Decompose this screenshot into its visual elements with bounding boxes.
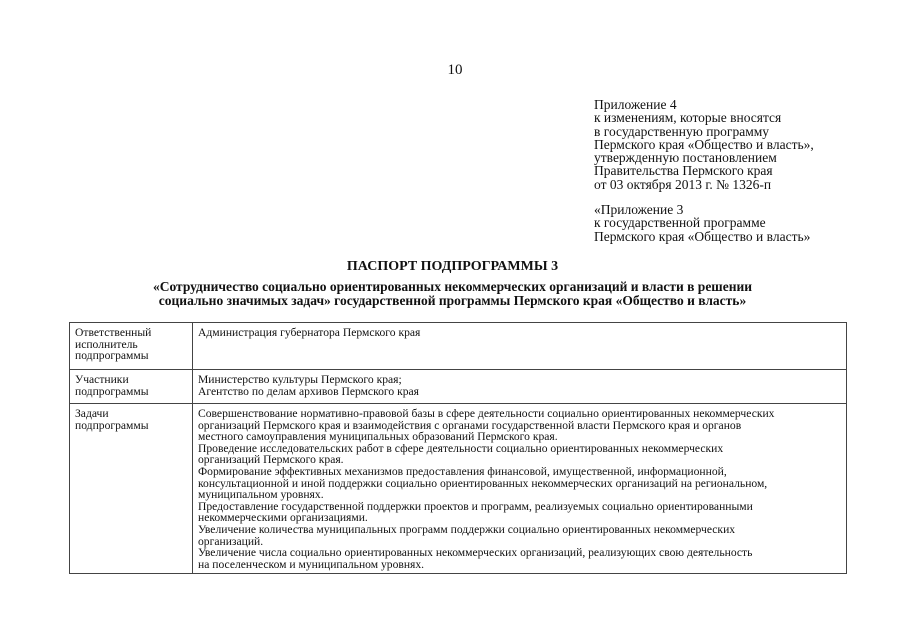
passport-title: ПАСПОРТ ПОДПРОГРАММЫ 3 — [346, 259, 559, 274]
appendix-line: в государственную программу — [594, 123, 770, 139]
row-label-cell — [70, 323, 193, 370]
row-content-line: Увеличение числа социально ориентированных некоммерческих организаций, реализующих свою деятельность — [198, 546, 753, 560]
row-content-line: организаций. — [198, 534, 264, 548]
appendix-3-header — [594, 203, 810, 243]
page-number: 10 — [447, 62, 463, 78]
appendix-line: Пермского края «Общество и власть», — [594, 136, 814, 152]
appendix-line: утвержденную постановлением — [594, 150, 777, 166]
row-label-line: подпрограммы — [75, 384, 149, 398]
row-content-line: консультационной и иной поддержки социально ориентированных некоммерческих организаций на региональном, — [198, 476, 768, 490]
row-label-line: исполнитель — [75, 337, 138, 351]
table-row-executor — [70, 323, 847, 370]
row-content-line: Агентство по делам архивов Пермского края — [198, 384, 419, 398]
row-label-line: Ответственный — [75, 326, 152, 339]
appendix-line: Приложение 4 — [594, 97, 677, 112]
row-content-line: Предоставление государственной поддержки проектов и программ, реализуемых социально ориентированными — [198, 499, 753, 513]
appendix-line: «Приложение 3 — [594, 202, 684, 217]
subprogram-name — [0, 280, 905, 307]
row-content-line: Увеличение количества муниципальных программ поддержки социально ориентированных некоммерческих — [198, 522, 736, 536]
row-label-cell — [70, 404, 193, 574]
subprogram-name-line: социально значимых задач» государственной программы Пермского края «Общество и власть» — [158, 292, 747, 308]
subprogram-name-line: «Сотрудничество социально ориентированных некоммерческих организаций и власти в решении — [152, 279, 753, 294]
table-row-participants — [70, 370, 847, 404]
row-content-line: Администрация губернатора Пермского края — [198, 326, 421, 339]
passport-table — [69, 322, 847, 574]
row-content-line: некоммерческими организациями. — [198, 511, 368, 525]
row-content-cell — [193, 370, 847, 404]
appendix-4-header — [594, 98, 814, 191]
row-content-line: муниципальном уровнях. — [198, 488, 324, 502]
row-content-line: Министерство культуры Пермского края; — [198, 373, 402, 386]
row-label-line: Задачи — [75, 407, 109, 420]
row-content-line: организаций Пермского края и взаимодействия с органами государственной власти Пермского края и органов — [198, 418, 742, 432]
row-content-line: Проведение исследовательских работ в сфере деятельности социально ориентированных некоммерческих — [198, 441, 724, 455]
row-label-line: подпрограммы — [75, 418, 149, 432]
row-content-cell — [193, 404, 847, 574]
row-content-line: организаций Пермского края. — [198, 453, 344, 467]
table-row-tasks — [70, 404, 847, 574]
row-label-line: подпрограммы — [75, 349, 149, 363]
row-label-line: Участники — [75, 373, 129, 386]
appendix-line: от 03 октября 2013 г. № 1326-п — [594, 176, 772, 192]
appendix-line: Пермского края «Общество и власть» — [594, 228, 811, 244]
row-content-line: Совершенствование нормативно-правовой базы в сфере деятельности социально ориентированных некоммерческих — [198, 407, 775, 420]
appendix-line: к государственной программе — [594, 215, 766, 231]
appendix-line: Правительства Пермского края — [594, 163, 773, 179]
row-content-line: Формирование эффективных механизмов предоставления финансовой, имущественной, информационной, — [198, 464, 727, 478]
row-label-cell — [70, 370, 193, 404]
row-content-line: местного самоуправления муниципальных образований Пермского края. — [198, 430, 558, 444]
appendix-line: к изменениям, которые вносятся — [594, 110, 782, 126]
row-content-line: на поселенческом и муниципальном уровнях. — [198, 557, 425, 571]
row-content-cell — [193, 323, 847, 370]
